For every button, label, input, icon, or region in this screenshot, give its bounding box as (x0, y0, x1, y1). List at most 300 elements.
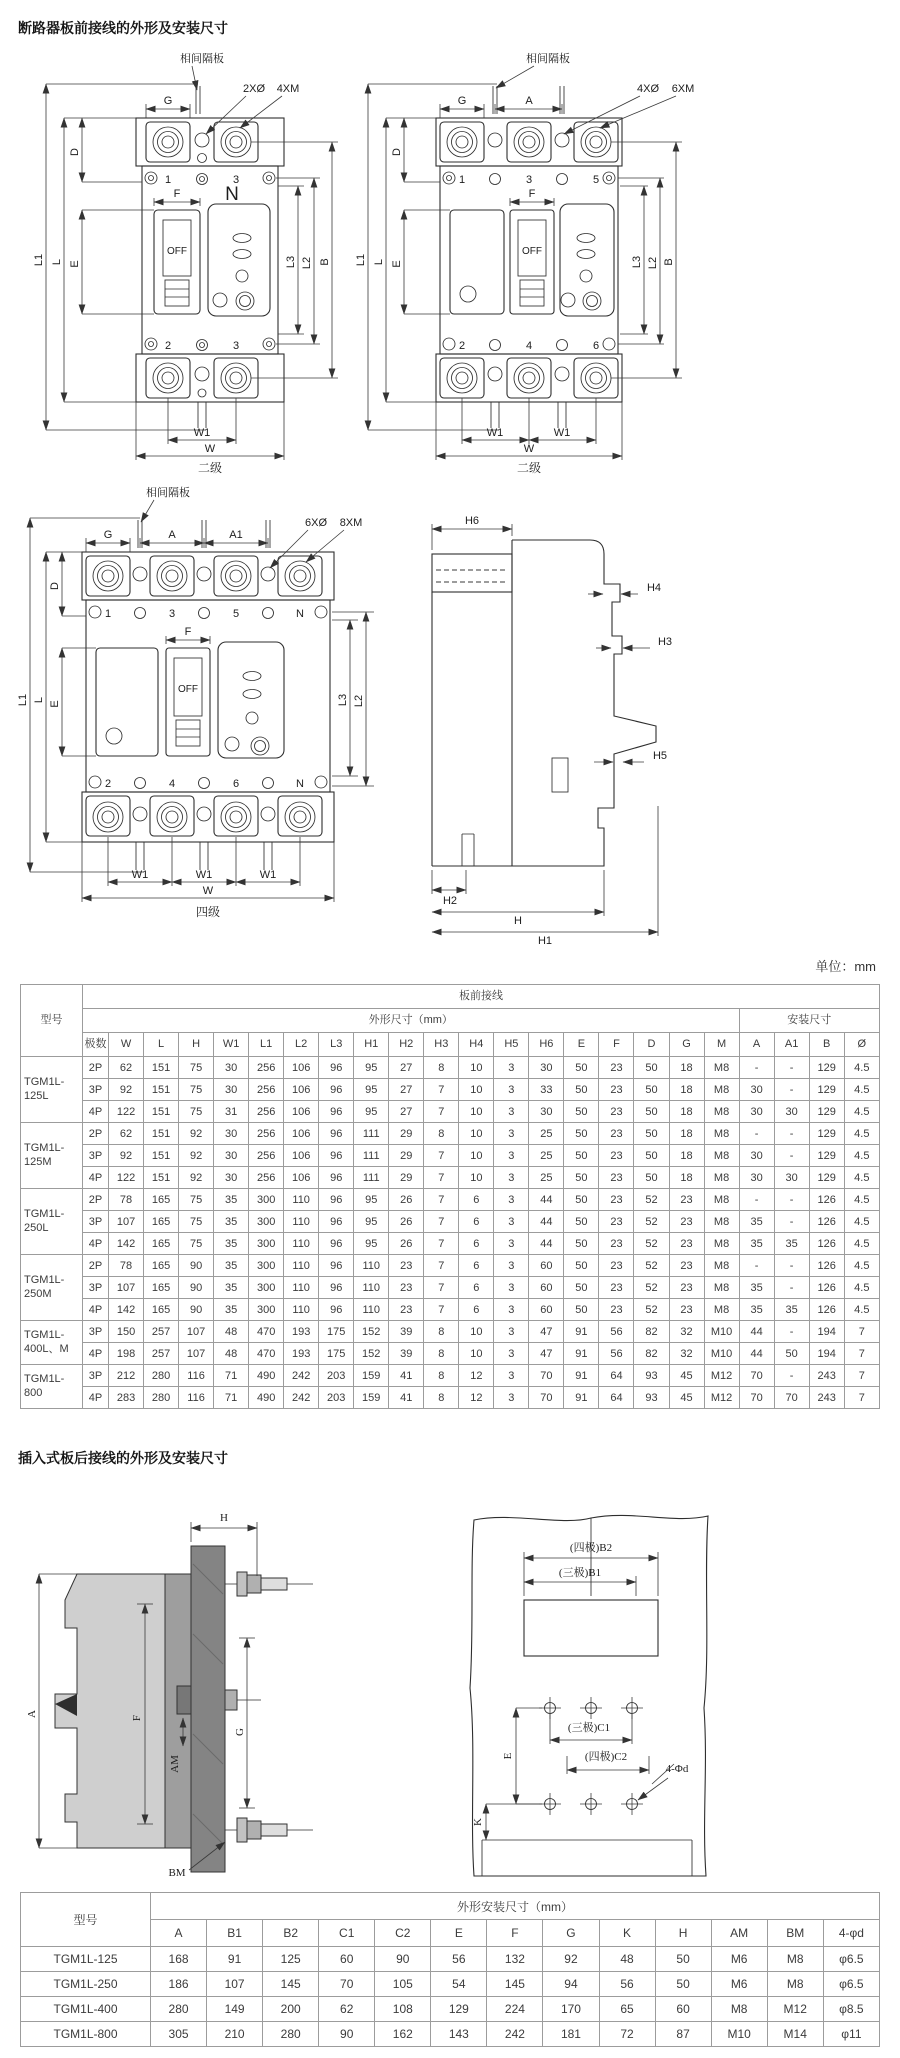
value-cell: 23 (669, 1189, 704, 1211)
value-cell: 23 (669, 1277, 704, 1299)
value-cell: 52 (634, 1299, 669, 1321)
dim-w-label: W (523, 443, 535, 455)
terminal-label: 5 (592, 174, 600, 186)
dim-e-label: E (502, 1752, 514, 1760)
value-cell: 490 (249, 1365, 284, 1387)
dim-a1-label: A1 (229, 529, 243, 541)
dim-b-label: B (663, 258, 675, 266)
value-cell: 3 (494, 1145, 529, 1167)
dim-e-label: E (49, 700, 61, 708)
value-cell: φ6.5 (823, 1972, 879, 1997)
terminal-numbers-4p (105, 608, 304, 790)
value-cell: M8 (704, 1277, 739, 1299)
value-cell: 35 (739, 1299, 774, 1321)
table-row (21, 1277, 880, 1299)
value-cell: 194 (809, 1343, 844, 1365)
separator-callout-label: 相间隔板 (526, 53, 570, 65)
group-header-outline-dims: 外形尺寸（mm） (83, 1009, 740, 1033)
col-header: AM (711, 1920, 767, 1947)
value-cell: 151 (144, 1167, 179, 1189)
value-cell: 3 (494, 1057, 529, 1079)
col-header: 4-φd (823, 1920, 879, 1947)
table-row (21, 1123, 880, 1145)
separator-callout-label: 相间隔板 (146, 487, 190, 499)
value-cell: 96 (319, 1189, 354, 1211)
value-cell: 165 (144, 1233, 179, 1255)
value-cell: 35 (214, 1189, 249, 1211)
value-cell: 35 (214, 1255, 249, 1277)
dim-h6-label: H6 (464, 515, 480, 527)
group-header-front-wiring: 板前接线 (83, 985, 880, 1009)
col-header: M (704, 1033, 739, 1057)
value-cell: 62 (109, 1057, 144, 1079)
table-row (21, 1387, 880, 1409)
value-cell: 129 (809, 1145, 844, 1167)
value-cell: 96 (319, 1167, 354, 1189)
value-cell: 23 (669, 1233, 704, 1255)
value-cell: 91 (564, 1321, 599, 1343)
value-cell: 18 (669, 1167, 704, 1189)
value-cell: 305 (151, 2022, 207, 2047)
value-cell: 126 (809, 1233, 844, 1255)
col-header: A (151, 1920, 207, 1947)
col-header: H1 (354, 1033, 389, 1057)
section-title-plug-in: 插入式板后接线的外形及安装尺寸 (18, 1450, 228, 1466)
value-cell: 129 (809, 1167, 844, 1189)
col-header: BM (767, 1920, 823, 1947)
value-cell: M8 (704, 1233, 739, 1255)
value-cell: M8 (767, 1947, 823, 1972)
value-cell: φ6.5 (823, 1947, 879, 1972)
value-cell: 3 (494, 1101, 529, 1123)
value-cell: 96 (319, 1079, 354, 1101)
value-cell: 243 (809, 1365, 844, 1387)
value-cell: 91 (564, 1343, 599, 1365)
col-header: F (487, 1920, 543, 1947)
plug-in-table (20, 1892, 880, 2047)
value-cell: 126 (809, 1211, 844, 1233)
col-header: L3 (319, 1033, 354, 1057)
value-cell: 194 (809, 1321, 844, 1343)
value-cell: 6 (459, 1233, 494, 1255)
off-switch-label: OFF (167, 246, 187, 257)
terminal-label: 3 (525, 174, 533, 186)
value-cell: 23 (599, 1233, 634, 1255)
value-cell: 4.5 (844, 1057, 879, 1079)
value-cell: 95 (354, 1233, 389, 1255)
value-cell: 60 (529, 1277, 564, 1299)
value-cell: 107 (109, 1211, 144, 1233)
table-row (21, 1972, 880, 1997)
value-cell: 45 (669, 1387, 704, 1409)
value-cell: 60 (655, 1997, 711, 2022)
value-cell: 30 (529, 1057, 564, 1079)
col-header: B (809, 1033, 844, 1057)
value-cell: 23 (599, 1189, 634, 1211)
screws-callout-label: 6XM (671, 83, 695, 95)
value-cell: 44 (739, 1343, 774, 1365)
value-cell: M8 (704, 1255, 739, 1277)
value-cell: 10 (459, 1167, 494, 1189)
drawing-4p-front-view (16, 480, 381, 925)
value-cell: 30 (214, 1057, 249, 1079)
value-cell: 92 (543, 1947, 599, 1972)
value-cell: 35 (774, 1233, 809, 1255)
dim-a-label: A (168, 529, 176, 541)
value-cell: 7 (424, 1145, 459, 1167)
value-cell: 96 (319, 1145, 354, 1167)
col-header: K (599, 1920, 655, 1947)
value-cell: 3 (494, 1299, 529, 1321)
terminal-label: 2 (458, 340, 466, 352)
value-cell: 203 (319, 1387, 354, 1409)
value-cell: 165 (144, 1299, 179, 1321)
col-header-poles: 极数 (83, 1033, 109, 1057)
value-cell: 125 (263, 1947, 319, 1972)
dim-e-label: E (69, 260, 81, 268)
value-cell: 3 (494, 1277, 529, 1299)
value-cell: 10 (459, 1101, 494, 1123)
value-cell: 151 (144, 1145, 179, 1167)
value-cell: 210 (207, 2022, 263, 2047)
value-cell: 280 (144, 1365, 179, 1387)
dim-l-label: L (51, 258, 63, 266)
dim-l2-label: L2 (353, 694, 365, 708)
terminal-label: N (296, 608, 304, 620)
value-cell: 71 (214, 1387, 249, 1409)
table-row (21, 1299, 880, 1321)
dim-f-label: F (131, 1714, 143, 1722)
value-cell: 48 (214, 1321, 249, 1343)
value-cell: 4.5 (844, 1233, 879, 1255)
value-cell: 96 (319, 1211, 354, 1233)
value-cell: M8 (704, 1101, 739, 1123)
value-cell: 18 (669, 1123, 704, 1145)
terminal-label: 4 (168, 778, 176, 790)
value-cell: 23 (669, 1211, 704, 1233)
value-cell: 96 (319, 1299, 354, 1321)
value-cell: 52 (634, 1255, 669, 1277)
col-header: H2 (389, 1033, 424, 1057)
pole-cell: 4P (83, 1101, 109, 1123)
value-cell: 50 (564, 1079, 599, 1101)
value-cell: 280 (151, 1997, 207, 2022)
value-cell: 181 (543, 2022, 599, 2047)
value-cell: 242 (284, 1365, 319, 1387)
dim-h-label: H (220, 1512, 228, 1524)
value-cell: 70 (319, 1972, 375, 1997)
unit-note: 单位：mm (815, 959, 876, 974)
value-cell: 90 (179, 1255, 214, 1277)
value-cell: 23 (599, 1057, 634, 1079)
value-cell: M12 (767, 1997, 823, 2022)
value-cell: 92 (179, 1167, 214, 1189)
value-cell: 4.5 (844, 1255, 879, 1277)
value-cell: 256 (249, 1145, 284, 1167)
value-cell: 8 (424, 1123, 459, 1145)
value-cell: M8 (711, 1997, 767, 2022)
drawing-mounting-plate (412, 1488, 747, 1886)
value-cell: 106 (284, 1167, 319, 1189)
dim-c2-label: (四极)C2 (584, 1751, 628, 1763)
table-row (21, 1079, 880, 1101)
value-cell: 23 (599, 1299, 634, 1321)
value-cell: 151 (144, 1057, 179, 1079)
value-cell: - (739, 1189, 774, 1211)
value-cell: 50 (655, 1972, 711, 1997)
value-cell: 48 (599, 1947, 655, 1972)
value-cell: 7 (844, 1343, 879, 1365)
value-cell: 111 (354, 1123, 389, 1145)
value-cell: 90 (319, 2022, 375, 2047)
value-cell: 30 (214, 1079, 249, 1101)
col-header: H (179, 1033, 214, 1057)
dimensions-3p (355, 51, 694, 475)
value-cell: 256 (249, 1079, 284, 1101)
side-profile-outline (432, 540, 656, 866)
separator-callout-label: 相间隔板 (180, 53, 224, 65)
value-cell: 45 (669, 1365, 704, 1387)
value-cell: 106 (284, 1079, 319, 1101)
value-cell: 60 (319, 1947, 375, 1972)
col-header: H6 (529, 1033, 564, 1057)
dim-l-label: L (373, 258, 385, 266)
value-cell: 41 (389, 1365, 424, 1387)
value-cell: 95 (354, 1211, 389, 1233)
value-cell: 96 (319, 1123, 354, 1145)
value-cell: 54 (431, 1972, 487, 1997)
value-cell: 126 (809, 1189, 844, 1211)
value-cell: 3 (494, 1189, 529, 1211)
value-cell: 7 (424, 1299, 459, 1321)
col-header-model: 型号 (21, 1893, 151, 1947)
value-cell: 50 (774, 1343, 809, 1365)
value-cell: 60 (529, 1299, 564, 1321)
value-cell: M8 (704, 1299, 739, 1321)
value-cell: 7 (424, 1211, 459, 1233)
value-cell: M12 (704, 1387, 739, 1409)
value-cell: 490 (249, 1387, 284, 1409)
col-header: L (144, 1033, 179, 1057)
col-header: W (109, 1033, 144, 1057)
dim-h1-label: H1 (537, 935, 553, 947)
value-cell: 62 (109, 1123, 144, 1145)
value-cell: 30 (214, 1145, 249, 1167)
value-cell: 48 (214, 1343, 249, 1365)
value-cell: - (774, 1211, 809, 1233)
value-cell: 78 (109, 1255, 144, 1277)
value-cell: 39 (389, 1343, 424, 1365)
value-cell: 142 (109, 1299, 144, 1321)
terminal-label: 2 (164, 340, 172, 352)
pole-cell: 4P (83, 1299, 109, 1321)
dim-g-label: G (234, 1728, 246, 1736)
value-cell: 12 (459, 1365, 494, 1387)
value-cell: 52 (634, 1233, 669, 1255)
table-row (21, 1189, 880, 1211)
value-cell: 151 (144, 1123, 179, 1145)
value-cell: M10 (711, 2022, 767, 2047)
value-cell: 56 (599, 1343, 634, 1365)
value-cell: 50 (634, 1101, 669, 1123)
model-cell: TGM1L-250M (21, 1255, 83, 1321)
value-cell: 152 (354, 1343, 389, 1365)
value-cell: 4.5 (844, 1211, 879, 1233)
table-row (21, 1167, 880, 1189)
col-header: G (669, 1033, 704, 1057)
dim-e-label: E (391, 260, 403, 268)
value-cell: - (774, 1079, 809, 1101)
terminal-label: 1 (164, 174, 172, 186)
value-cell: 3 (494, 1343, 529, 1365)
value-cell: 50 (634, 1079, 669, 1101)
model-cell: TGM1L-250L (21, 1189, 83, 1255)
dim-l1-label: L1 (355, 253, 367, 267)
value-cell: 35 (214, 1211, 249, 1233)
value-cell: 65 (599, 1997, 655, 2022)
value-cell: 7 (844, 1321, 879, 1343)
value-cell: 41 (389, 1387, 424, 1409)
value-cell: 94 (543, 1972, 599, 1997)
value-cell: 70 (529, 1365, 564, 1387)
value-cell: 165 (144, 1211, 179, 1233)
value-cell: 162 (375, 2022, 431, 2047)
drawing-caption-2p: 二级 (197, 461, 223, 475)
value-cell: 106 (284, 1101, 319, 1123)
dim-d-label: D (49, 582, 61, 590)
value-cell: 30 (529, 1101, 564, 1123)
dim-d-label: D (69, 148, 81, 156)
value-cell: 93 (634, 1387, 669, 1409)
value-cell: 300 (249, 1255, 284, 1277)
value-cell: 7 (424, 1167, 459, 1189)
holes-callout-label: 4-Φd (665, 1763, 689, 1775)
value-cell: 56 (599, 1321, 634, 1343)
value-cell: 126 (809, 1277, 844, 1299)
value-cell: 23 (389, 1255, 424, 1277)
value-cell: 107 (109, 1277, 144, 1299)
value-cell: 3 (494, 1167, 529, 1189)
value-cell: 170 (543, 1997, 599, 2022)
value-cell: 70 (529, 1387, 564, 1409)
col-header: D (634, 1033, 669, 1057)
value-cell: 470 (249, 1343, 284, 1365)
value-cell: φ11 (823, 2022, 879, 2047)
breaker-outline-2p (136, 86, 284, 428)
value-cell: 186 (151, 1972, 207, 1997)
value-cell: 96 (319, 1277, 354, 1299)
value-cell: 10 (459, 1123, 494, 1145)
table-row (21, 1211, 880, 1233)
col-header: E (431, 1920, 487, 1947)
value-cell: M8 (704, 1211, 739, 1233)
value-cell: 50 (564, 1101, 599, 1123)
value-cell: 30 (214, 1167, 249, 1189)
dim-l-label: L (33, 696, 45, 704)
value-cell: 110 (354, 1299, 389, 1321)
value-cell: 165 (144, 1255, 179, 1277)
value-cell: 92 (179, 1123, 214, 1145)
pole-cell: 4P (83, 1387, 109, 1409)
value-cell: - (774, 1123, 809, 1145)
drawing-plug-in-side-view (25, 1488, 335, 1886)
off-switch-label: OFF (178, 684, 198, 695)
value-cell: 35 (739, 1233, 774, 1255)
col-header: W1 (214, 1033, 249, 1057)
dim-b-label: B (319, 258, 331, 266)
value-cell: 64 (599, 1365, 634, 1387)
value-cell: M8 (767, 1972, 823, 1997)
dimensions-4p (17, 485, 374, 919)
value-cell: 3 (494, 1233, 529, 1255)
value-cell: 175 (319, 1343, 354, 1365)
value-cell: 29 (389, 1145, 424, 1167)
value-cell: 95 (354, 1101, 389, 1123)
dim-c1-label: (三极)C1 (567, 1722, 611, 1734)
drawing-side-view (362, 476, 697, 948)
value-cell: 27 (389, 1057, 424, 1079)
value-cell: 7 (424, 1233, 459, 1255)
value-cell: 145 (263, 1972, 319, 1997)
value-cell: 90 (179, 1299, 214, 1321)
value-cell: 30 (774, 1101, 809, 1123)
value-cell: 50 (564, 1233, 599, 1255)
value-cell: 110 (354, 1277, 389, 1299)
value-cell: 106 (284, 1145, 319, 1167)
value-cell: 31 (214, 1101, 249, 1123)
value-cell: 70 (739, 1387, 774, 1409)
dim-w1-label: W1 (259, 869, 277, 881)
value-cell: 50 (634, 1145, 669, 1167)
value-cell: 30 (739, 1079, 774, 1101)
col-header: A (739, 1033, 774, 1057)
table-row (21, 1145, 880, 1167)
value-cell: 92 (179, 1145, 214, 1167)
terminal-label: 5 (232, 608, 240, 620)
value-cell: 142 (109, 1233, 144, 1255)
col-header: Ø (844, 1033, 879, 1057)
value-cell: M12 (704, 1365, 739, 1387)
dim-w1-label: W1 (486, 427, 504, 439)
value-cell: M8 (704, 1079, 739, 1101)
table-row (21, 1321, 880, 1343)
dim-l2-label: L2 (647, 256, 659, 270)
value-cell: 110 (284, 1189, 319, 1211)
value-cell: 257 (144, 1321, 179, 1343)
value-cell: 30 (739, 1101, 774, 1123)
dim-a-label: A (525, 95, 533, 107)
value-cell: 151 (144, 1079, 179, 1101)
dim-a-label: A (26, 1710, 38, 1718)
value-cell: 44 (529, 1189, 564, 1211)
value-cell: 243 (809, 1387, 844, 1409)
value-cell: 129 (809, 1101, 844, 1123)
value-cell: 116 (179, 1387, 214, 1409)
value-cell: 18 (669, 1079, 704, 1101)
dimensions-side (432, 515, 672, 947)
value-cell: 242 (284, 1387, 319, 1409)
pole-cell: 3P (83, 1145, 109, 1167)
value-cell: 111 (354, 1145, 389, 1167)
value-cell: 75 (179, 1101, 214, 1123)
dim-b1-label: (三极)B1 (558, 1567, 602, 1579)
model-cell: TGM1L-125L (21, 1057, 83, 1123)
breaker-outline-4p (82, 520, 334, 870)
value-cell: M8 (704, 1167, 739, 1189)
value-cell: 122 (109, 1101, 144, 1123)
value-cell: 26 (389, 1211, 424, 1233)
dim-h5-label: H5 (652, 750, 668, 762)
